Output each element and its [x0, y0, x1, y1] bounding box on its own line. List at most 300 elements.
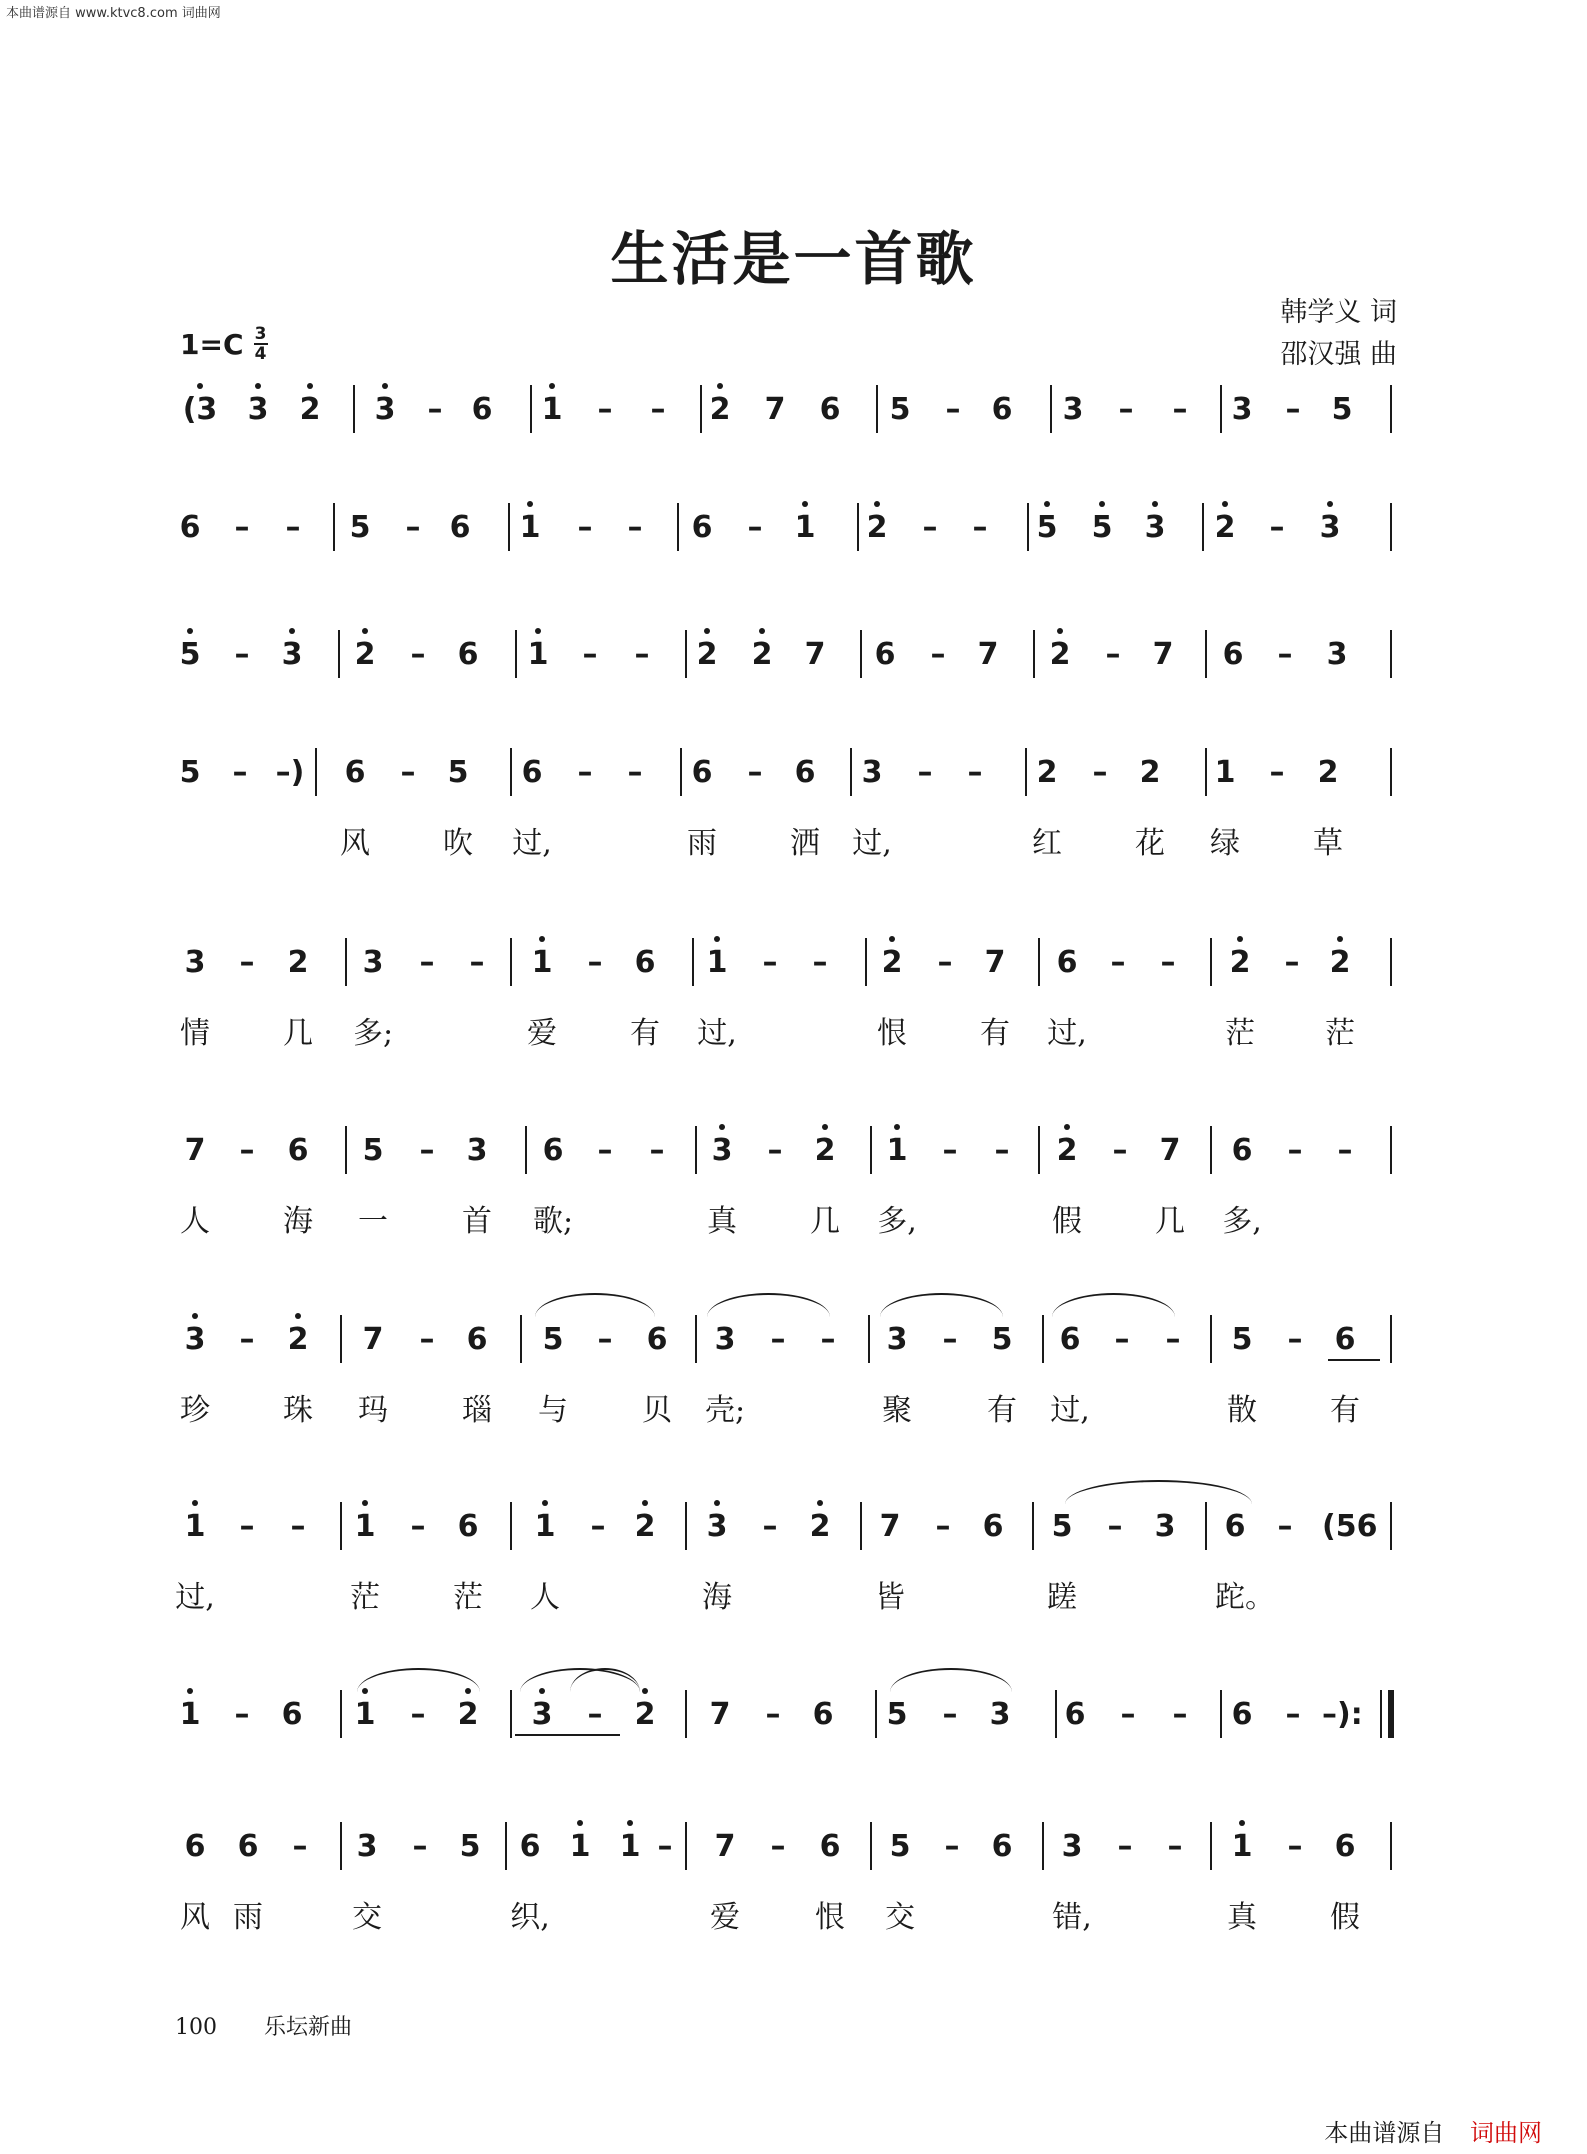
- lyric: 几: [283, 1016, 313, 1051]
- note: [1110, 1698, 1146, 1732]
- barline: [315, 748, 317, 796]
- note-text: –: [747, 755, 763, 790]
- octave-dot: [187, 628, 193, 634]
- note-text: –: [1287, 1829, 1303, 1864]
- note-text: –: [747, 510, 763, 545]
- note: [182, 393, 218, 427]
- octave-dot: [822, 1124, 828, 1130]
- note: [627, 1698, 663, 1732]
- note: [970, 638, 1006, 672]
- slur: [1052, 1293, 1175, 1317]
- note-text: 6: [281, 1697, 303, 1732]
- barline: [333, 503, 335, 551]
- slur: [357, 1668, 480, 1692]
- note-text: 2: [287, 945, 309, 980]
- note: [1132, 756, 1168, 790]
- note-text: 2: [1329, 945, 1351, 980]
- note-text: 5: [886, 1697, 908, 1732]
- note-text: 1: [354, 1697, 376, 1732]
- lyric: 玛: [358, 1393, 388, 1428]
- octave-dot: [1237, 936, 1243, 942]
- lyric: 雨: [687, 826, 717, 861]
- note-text: 3: [714, 1322, 736, 1357]
- lyric-row: [175, 1572, 1390, 1615]
- note: [240, 393, 276, 427]
- barline: [1390, 630, 1392, 678]
- note-text: 7: [977, 637, 999, 672]
- barline: [868, 1315, 870, 1363]
- time-sig-den: 4: [254, 344, 267, 364]
- note: [752, 1510, 788, 1544]
- note-text: –: [762, 1509, 778, 1544]
- publication-name: 乐坛新曲: [264, 2015, 353, 2040]
- time-sig-num: 3: [254, 324, 267, 344]
- note-text: 5: [349, 510, 371, 545]
- note: [409, 1134, 445, 1168]
- lyric-row: [180, 1196, 1390, 1239]
- note-text: –: [1167, 1829, 1183, 1864]
- lyric: 错,: [1052, 1900, 1092, 1935]
- note: [402, 1830, 438, 1864]
- note: [280, 946, 316, 980]
- note-text: 1: [534, 1509, 556, 1544]
- lyric: 多,: [877, 1204, 917, 1239]
- lyric: 花: [1135, 826, 1165, 861]
- barline: [1220, 1690, 1222, 1738]
- note-text: 5: [1036, 510, 1058, 545]
- note: [534, 393, 570, 427]
- note-text: 6: [1334, 1322, 1356, 1357]
- lyric: 一: [358, 1204, 388, 1239]
- octave-dot: [1064, 1124, 1070, 1130]
- note: [1084, 511, 1120, 545]
- octave-dot: [719, 1124, 725, 1130]
- note: [755, 1698, 791, 1732]
- octave-dot: [542, 1500, 548, 1506]
- note-text: 6: [542, 1133, 564, 1168]
- lyric: 雨: [233, 1900, 263, 1935]
- note: [787, 511, 823, 545]
- slur: [1065, 1480, 1252, 1504]
- note: [400, 1510, 436, 1544]
- note-text: 3: [1144, 510, 1166, 545]
- barline: [860, 1502, 862, 1550]
- note: [867, 638, 903, 672]
- page-number: 100: [175, 2015, 217, 2040]
- note-text: –: [400, 755, 416, 790]
- barline: [510, 748, 512, 796]
- barline: [1050, 385, 1052, 433]
- note: [1319, 638, 1355, 672]
- note: [580, 1510, 616, 1544]
- barline: [1390, 385, 1392, 433]
- note: [1274, 946, 1310, 980]
- note-text: 7: [764, 392, 786, 427]
- note-text: 5: [179, 637, 201, 672]
- barline: [860, 630, 862, 678]
- note: [417, 393, 453, 427]
- note-text: 6: [982, 1509, 1004, 1544]
- note: [802, 946, 838, 980]
- note-text: 7: [714, 1829, 736, 1864]
- lyric: 海: [702, 1580, 732, 1615]
- octave-dot: [714, 1500, 720, 1506]
- barline: [508, 503, 510, 551]
- note-text: –: [419, 1322, 435, 1357]
- barline: [1390, 1822, 1392, 1870]
- lyric: 过,: [1047, 1016, 1087, 1051]
- lyric: 真: [1227, 1900, 1257, 1935]
- note: [797, 638, 833, 672]
- lyric: 茫: [1325, 1016, 1355, 1051]
- note: [512, 1830, 548, 1864]
- barline: [1220, 385, 1222, 433]
- note: [512, 511, 548, 545]
- note: [355, 1134, 391, 1168]
- note-text: 6: [521, 755, 543, 790]
- note: [702, 393, 738, 427]
- barline: [685, 1502, 687, 1550]
- lyric: 歌;: [533, 1204, 574, 1239]
- note: [1049, 946, 1085, 980]
- octave-dot: [1044, 501, 1050, 507]
- note: [535, 1134, 571, 1168]
- note-text: 2: [299, 392, 321, 427]
- note: [639, 1134, 675, 1168]
- note-text: –: [285, 510, 301, 545]
- note: [1322, 1509, 1378, 1544]
- note-text: 6: [344, 755, 366, 790]
- note-text: –: [1160, 945, 1176, 980]
- note: [459, 946, 495, 980]
- note: [627, 1510, 663, 1544]
- barline: [1025, 748, 1027, 796]
- note: [450, 1510, 486, 1544]
- note: [1312, 511, 1348, 545]
- note-text: –: [762, 945, 778, 980]
- note-text: 2: [457, 1697, 479, 1732]
- lyric: 首: [462, 1204, 492, 1239]
- note: [355, 1323, 391, 1357]
- note-text: 1: [619, 1829, 641, 1864]
- note-text: 3: [356, 1829, 378, 1864]
- note-text: 6: [1056, 945, 1078, 980]
- note: [854, 756, 890, 790]
- note: [567, 756, 603, 790]
- barline: [1210, 1126, 1212, 1174]
- lyric: 跎。: [1215, 1580, 1275, 1615]
- note-text: –: [1285, 1697, 1301, 1732]
- note-text: (56: [1322, 1509, 1378, 1544]
- note: [1044, 1510, 1080, 1544]
- note-text: 3: [247, 392, 269, 427]
- note: [627, 946, 663, 980]
- barline: [865, 938, 867, 986]
- note-text: 6: [179, 510, 201, 545]
- note-text: (3: [182, 392, 218, 427]
- note-text: –: [944, 1829, 960, 1864]
- note-text: 5: [1091, 510, 1113, 545]
- octave-dot: [817, 1500, 823, 1506]
- note: [932, 1134, 968, 1168]
- note: [1145, 638, 1181, 672]
- note: [934, 1830, 970, 1864]
- slur: [880, 1293, 1003, 1317]
- note-text: 6: [874, 637, 896, 672]
- note-text: –: [820, 1322, 836, 1357]
- footer-watermark-site: 词曲网: [1470, 2119, 1542, 2147]
- note-text: 1: [886, 1133, 908, 1168]
- note-text: 2: [1056, 1133, 1078, 1168]
- note: [612, 1830, 648, 1864]
- note: [292, 393, 328, 427]
- note: [1162, 393, 1198, 427]
- lyric: 散: [1227, 1393, 1257, 1428]
- barline: [340, 1315, 342, 1363]
- octave-dot: [627, 1820, 633, 1826]
- note: [812, 393, 848, 427]
- barline: [876, 385, 878, 433]
- note-text: 3: [989, 1697, 1011, 1732]
- octave-dot: [889, 936, 895, 942]
- lyric: 几: [1155, 1204, 1185, 1239]
- note: [224, 511, 260, 545]
- note-text: 3: [1326, 637, 1348, 672]
- note: [984, 1134, 1020, 1168]
- note: [464, 393, 500, 427]
- lyric: 吹: [443, 826, 473, 861]
- lyric: 有: [1330, 1393, 1360, 1428]
- note: [535, 1323, 571, 1357]
- note-text: –): [275, 755, 305, 790]
- note: [587, 393, 623, 427]
- note-text: 7: [879, 1509, 901, 1544]
- note: [452, 1830, 488, 1864]
- note: [1029, 756, 1065, 790]
- note-text: 1: [527, 637, 549, 672]
- note-text: –: [657, 1829, 673, 1864]
- key-signature: [180, 325, 268, 363]
- octave-dot: [549, 383, 555, 389]
- note: [1224, 1830, 1260, 1864]
- lyric: 瑙: [462, 1393, 492, 1428]
- note: [172, 1698, 208, 1732]
- note-text: 1: [184, 1509, 206, 1544]
- lyric: 多;: [353, 1016, 394, 1051]
- note-text: –: [770, 1829, 786, 1864]
- note: [874, 946, 910, 980]
- note: [400, 1698, 436, 1732]
- note: [400, 638, 436, 672]
- barline: [1390, 938, 1392, 986]
- barline: [695, 1126, 697, 1174]
- note: [752, 946, 788, 980]
- note: [562, 1830, 598, 1864]
- note: [935, 393, 971, 427]
- note-text: –: [405, 510, 421, 545]
- note-text: 5: [179, 755, 201, 790]
- note: [1137, 511, 1173, 545]
- note-text: –: [410, 1509, 426, 1544]
- lyric: 真: [707, 1204, 737, 1239]
- note: [707, 1323, 743, 1357]
- note: [275, 511, 311, 545]
- barline: [685, 1822, 687, 1870]
- note-text: 6: [1224, 1509, 1246, 1544]
- note: [1275, 1698, 1311, 1732]
- key-label: 1=C: [180, 327, 244, 361]
- lyric: 海: [283, 1204, 313, 1239]
- note-text: –: [1287, 1133, 1303, 1168]
- note-text: 6: [1334, 1829, 1356, 1864]
- note: [807, 1134, 843, 1168]
- note: [872, 1510, 908, 1544]
- note: [879, 1323, 915, 1357]
- note-text: –: [1277, 637, 1293, 672]
- note: [1277, 1323, 1313, 1357]
- note: [1327, 1134, 1363, 1168]
- note-text: 3: [184, 945, 206, 980]
- barline: [1390, 1315, 1392, 1363]
- note: [1224, 1134, 1260, 1168]
- note-text: 6: [991, 392, 1013, 427]
- note-text: 6: [819, 392, 841, 427]
- repeat-barline-thin: [1380, 1690, 1382, 1738]
- note-text: –: [650, 392, 666, 427]
- note-text: 2: [634, 1697, 656, 1732]
- barline: [1210, 1822, 1212, 1870]
- note: [1224, 1698, 1260, 1732]
- octave-dot: [187, 1688, 193, 1694]
- note: [879, 1134, 915, 1168]
- note-text: 1: [541, 392, 563, 427]
- note: [395, 511, 431, 545]
- octave-dot: [192, 1500, 198, 1506]
- lyric: 有: [987, 1393, 1017, 1428]
- note: [617, 511, 653, 545]
- note-text: 6: [794, 755, 816, 790]
- note-text: –: [410, 637, 426, 672]
- note: [527, 1510, 563, 1544]
- barline: [695, 1315, 697, 1363]
- note: [932, 1698, 968, 1732]
- note: [342, 511, 378, 545]
- note-text: –: [1172, 392, 1188, 427]
- note-text: 3: [281, 637, 303, 672]
- note-text: 1: [569, 1829, 591, 1864]
- lyric: 过,: [697, 1016, 737, 1051]
- note: [647, 1830, 683, 1864]
- barline: [1390, 748, 1392, 796]
- note: [524, 946, 560, 980]
- lyric: 爱: [527, 1016, 557, 1051]
- note-text: –: [935, 1509, 951, 1544]
- barline: [338, 630, 340, 678]
- octave-dot: [382, 383, 388, 389]
- note-text: 6: [471, 392, 493, 427]
- octave-dot: [527, 501, 533, 507]
- note: [274, 1698, 310, 1732]
- barline: [870, 1822, 872, 1870]
- time-signature: [254, 325, 268, 363]
- note: [699, 1510, 735, 1544]
- note-text: 6: [237, 1829, 259, 1864]
- note-text: 1: [1214, 755, 1236, 790]
- octave-dot: [642, 1688, 648, 1694]
- note-text: 3: [362, 945, 384, 980]
- note-text: –: [812, 945, 828, 980]
- note-text: 6: [457, 637, 479, 672]
- note: [1029, 511, 1065, 545]
- composer: 邵汉强 曲: [1280, 339, 1397, 370]
- note: [1108, 393, 1144, 427]
- octave-dot: [192, 1313, 198, 1319]
- note: [927, 946, 963, 980]
- octave-dot: [714, 936, 720, 942]
- note-text: –: [419, 1133, 435, 1168]
- note: [1259, 756, 1295, 790]
- lyric-row: [180, 1892, 1390, 1935]
- note-text: –: [234, 1697, 250, 1732]
- note: [699, 946, 735, 980]
- note: [984, 393, 1020, 427]
- note-text: 3: [706, 1509, 728, 1544]
- lyric: 过,: [175, 1580, 215, 1615]
- note: [1277, 1830, 1313, 1864]
- note-text: 2: [1214, 510, 1236, 545]
- lyric-row: [180, 1008, 1390, 1051]
- note: [172, 511, 208, 545]
- note-text: –: [1117, 1829, 1133, 1864]
- note-text: 6: [1231, 1697, 1253, 1732]
- note: [760, 1830, 796, 1864]
- barline: [1390, 503, 1392, 551]
- note: [355, 946, 391, 980]
- barline: [1038, 1126, 1040, 1174]
- note: [982, 1698, 1018, 1732]
- note: [230, 1830, 266, 1864]
- lyric: 茫: [1225, 1016, 1255, 1051]
- barline: [353, 385, 355, 433]
- barline: [1205, 1502, 1207, 1550]
- lyric: 过,: [1050, 1393, 1090, 1428]
- note-text: –: [770, 1322, 786, 1357]
- note-text: 6: [1222, 637, 1244, 672]
- octave-dot: [802, 501, 808, 507]
- note-text: 2: [751, 637, 773, 672]
- note: [1322, 946, 1358, 980]
- note-text: 6: [691, 510, 713, 545]
- note: [172, 756, 208, 790]
- octave-dot: [704, 628, 710, 634]
- barline: [677, 503, 679, 551]
- note-text: 7: [984, 945, 1006, 980]
- note: [224, 638, 260, 672]
- note-text: –: [582, 637, 598, 672]
- note: [1310, 756, 1346, 790]
- lyric: 有: [630, 1016, 660, 1051]
- note: [757, 1134, 793, 1168]
- note: [1259, 511, 1295, 545]
- barline: [520, 1315, 522, 1363]
- note: [409, 1323, 445, 1357]
- note-text: 5: [889, 1829, 911, 1864]
- octave-dot: [295, 1313, 301, 1319]
- note: [810, 1323, 846, 1357]
- footer-watermark-text: 本曲谱源自: [1324, 2119, 1445, 2147]
- note-text: 2: [814, 1133, 836, 1168]
- note-text: 2: [881, 945, 903, 980]
